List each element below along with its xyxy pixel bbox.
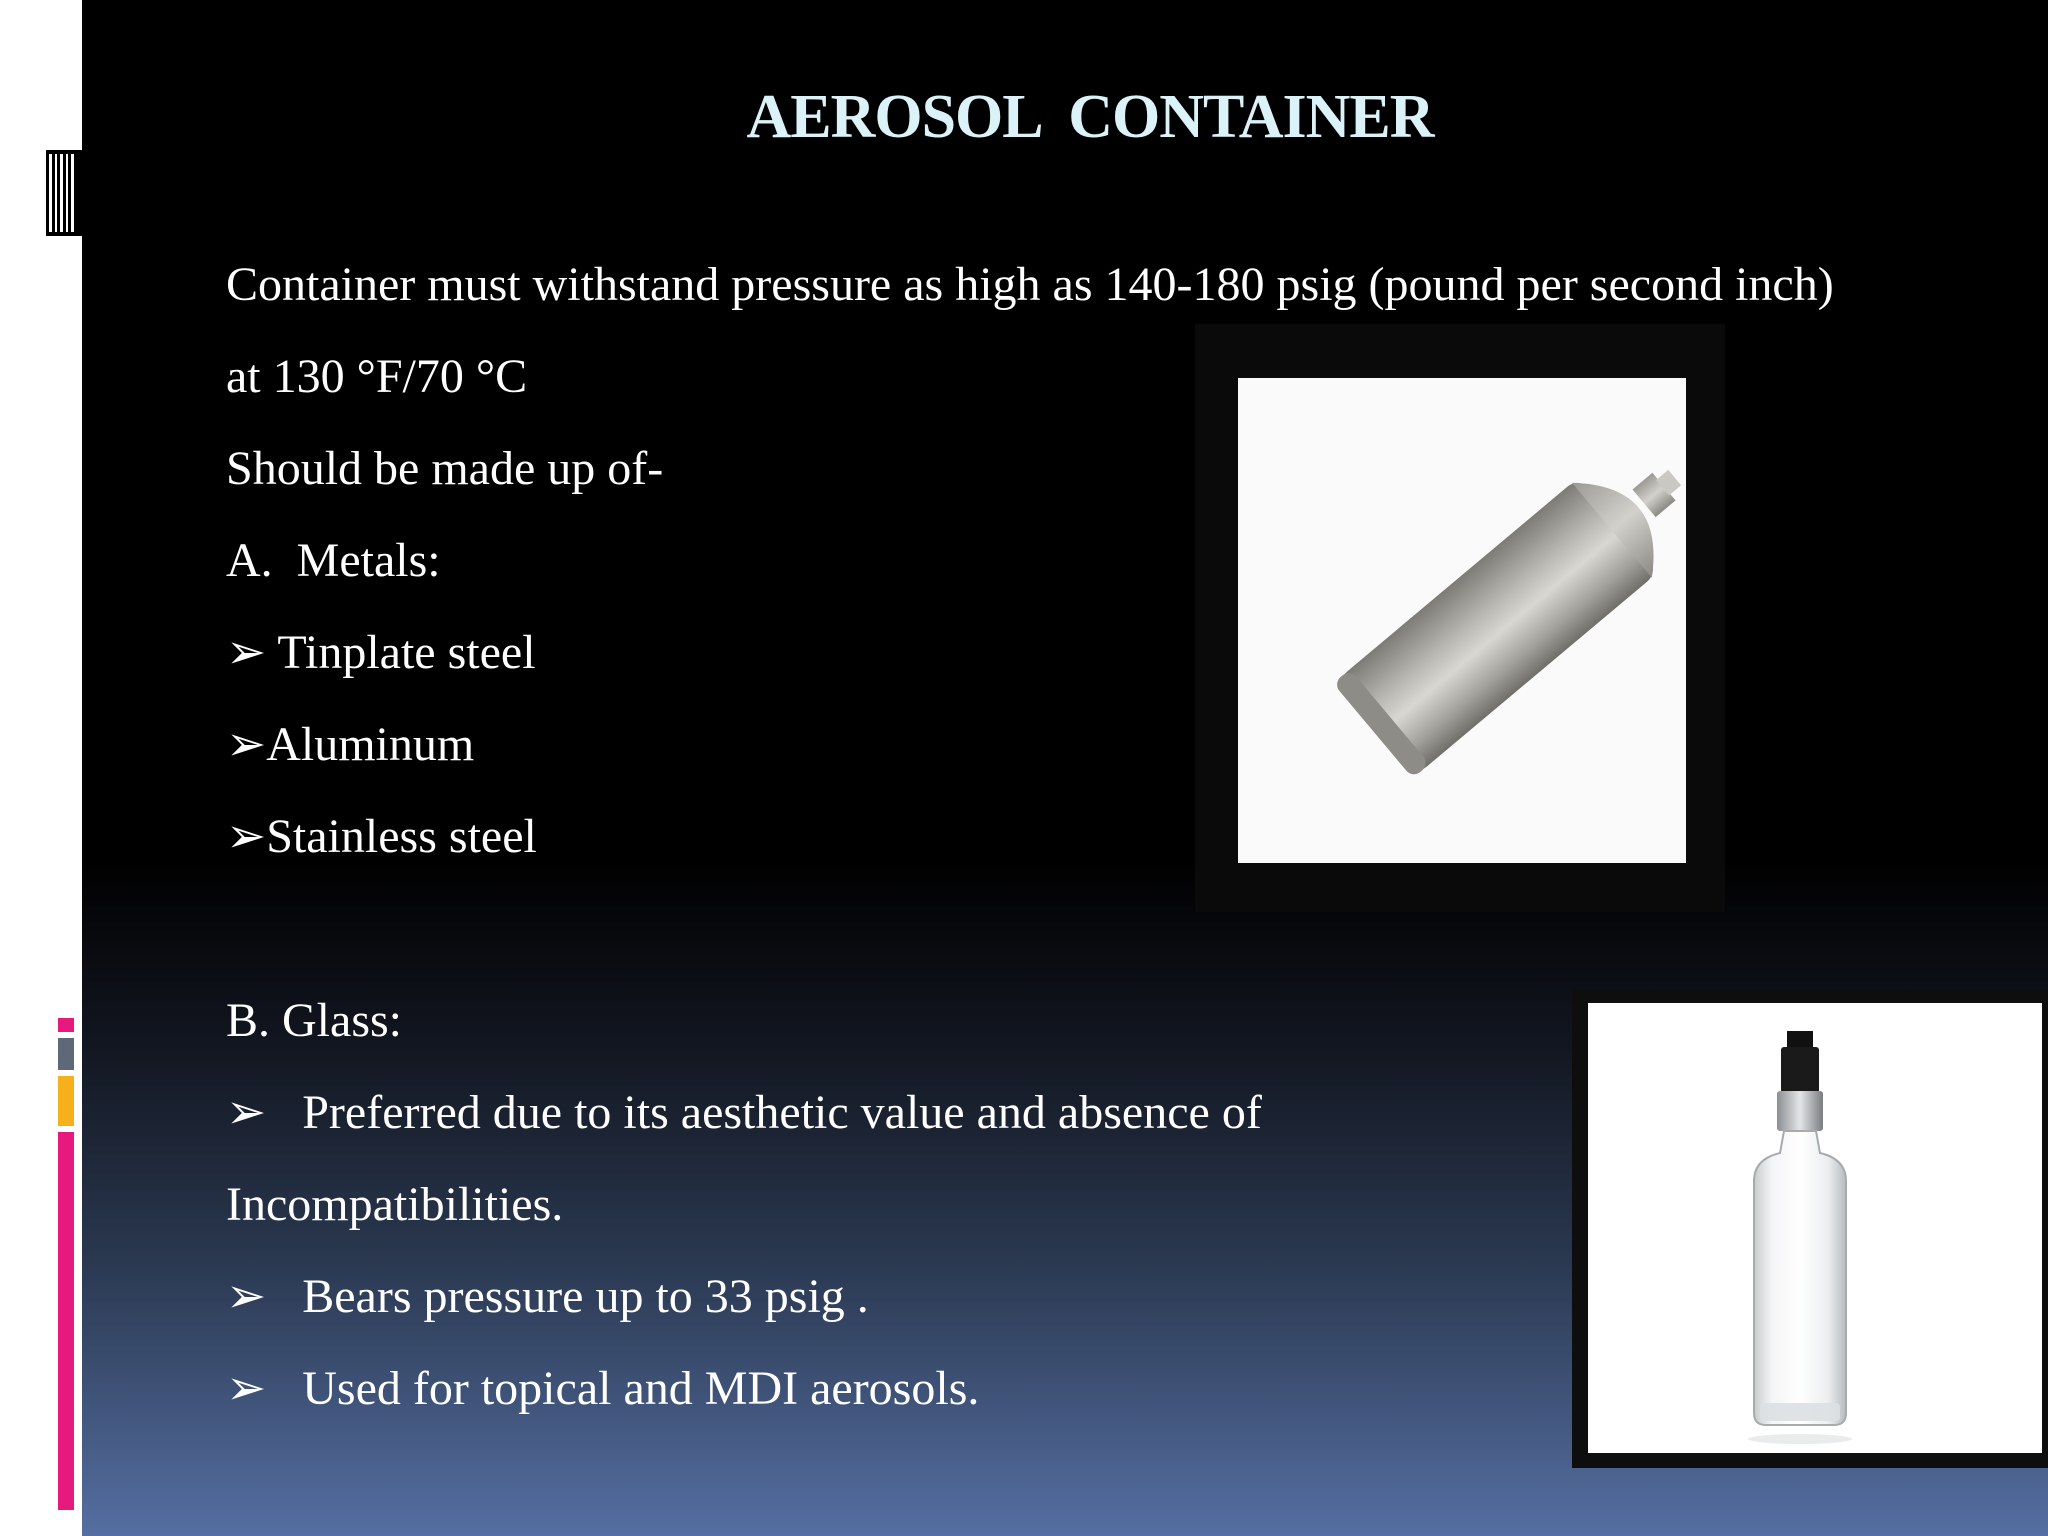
text-line-metals: A. Metals: bbox=[226, 534, 441, 587]
text-line-2: at 130 °F/70 °C bbox=[226, 350, 528, 403]
accent-bar-pink-long bbox=[58, 1132, 74, 1510]
bullet-aluminum: ➢Aluminum bbox=[226, 718, 475, 771]
accent-bar-orange bbox=[58, 1076, 74, 1126]
glass-bottle-icon bbox=[1588, 1003, 2042, 1453]
text-line-incompatibilities: Incompatibilities. bbox=[226, 1178, 564, 1231]
slide bbox=[82, 0, 2048, 1536]
text-line-glass: B. Glass: bbox=[226, 994, 403, 1047]
aerosol-can-image bbox=[1238, 378, 1686, 863]
left-decor-strip bbox=[0, 0, 82, 1536]
accent-bar-pink-small bbox=[58, 1018, 74, 1032]
slide-title: AEROSOL CONTAINER bbox=[746, 83, 1434, 151]
accent-bar-gray bbox=[58, 1038, 74, 1070]
barcode-decoration bbox=[46, 150, 82, 236]
bullet-tinplate-steel: ➢ Tinplate steel bbox=[226, 626, 536, 679]
bullet-used-for: ➢ Used for topical and MDI aerosols. bbox=[226, 1362, 980, 1415]
bullet-stainless-steel: ➢Stainless steel bbox=[226, 810, 537, 863]
bullet-bears-pressure: ➢ Bears pressure up to 33 psig . bbox=[226, 1270, 869, 1323]
text-line-3: Should be made up of- bbox=[226, 442, 664, 495]
glass-bottle-image bbox=[1588, 1003, 2042, 1453]
text-line-1: Container must withstand pressure as high as 140-180 psig (pound per second inch) bbox=[226, 258, 1834, 311]
bullet-preferred: ➢ Preferred due to its aesthetic value and absence of bbox=[226, 1086, 1262, 1139]
aerosol-can-icon bbox=[1238, 378, 1686, 863]
